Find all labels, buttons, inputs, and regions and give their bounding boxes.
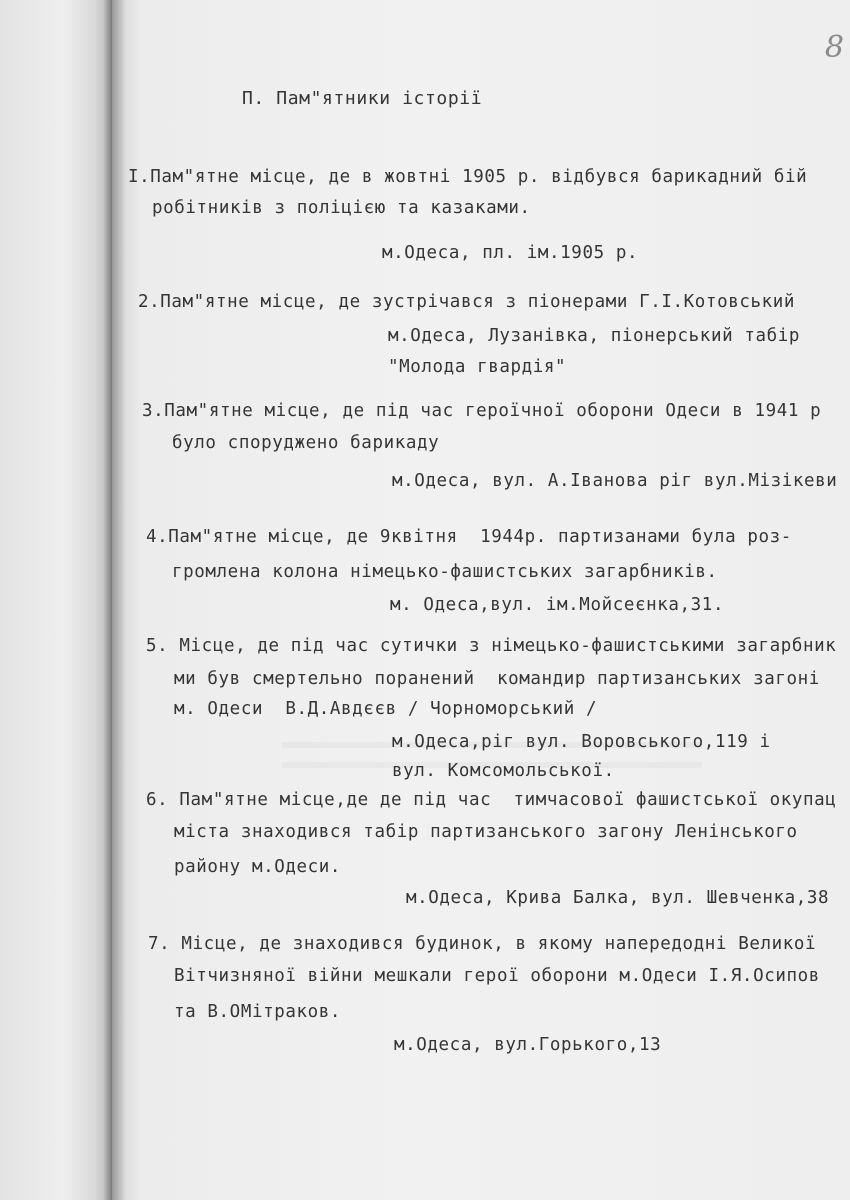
entry-7-line-2: Вітчизняної війни мешкали герої оборони м.Одеси І.Я.Осипов bbox=[174, 966, 820, 986]
entry-7-address: м.Одеса, вул.Горького,13 bbox=[394, 1035, 662, 1055]
entry-5-address-2: вул. Комсомольської. bbox=[392, 761, 615, 781]
entry-5-line-1: 5. Місце, де під час сутички з німецько-фашистськими загарбник bbox=[146, 636, 837, 656]
entry-4-line-1: 4.Пам"ятне місце, де 9квітня 1944р. партизанами була роз- bbox=[146, 527, 792, 547]
entry-1-line-2: робітників з поліцією та казаками. bbox=[152, 198, 531, 218]
entry-2-line-1: 2.Пам"ятне місце, де зустрічався з піонерами Г.І.Котовський bbox=[138, 292, 796, 312]
entry-6-address: м.Одеса, Крива Балка, вул. Шевченка,38 bbox=[406, 888, 830, 908]
entry-7-line-3: та В.ОМітраков. bbox=[174, 1002, 342, 1022]
entry-1-address: м.Одеса, пл. ім.1905 р. bbox=[382, 243, 639, 263]
entry-4-line-2: громлена колона німецько-фашистських загарбників. bbox=[172, 562, 718, 582]
entry-5-line-2: ми був смертельно поранений командир партизанських загоні bbox=[174, 669, 820, 689]
entry-3-address: м.Одеса, вул. А.Іванова ріг вул.Мізікеви bbox=[392, 471, 838, 491]
section-heading: П. Пам"ятники історії bbox=[242, 88, 483, 109]
entry-2-address-2: "Молода гвардія" bbox=[388, 357, 567, 377]
entry-2-address-1: м.Одеса, Лузанівка, піонерський табір bbox=[388, 326, 801, 346]
entry-3-line-1: 3.Пам"ятне місце, де під час героїчної оборони Одеси в 1941 р bbox=[142, 401, 822, 421]
entry-6-line-3: району м.Одеси. bbox=[174, 857, 342, 877]
page-fold-shadow bbox=[112, 0, 126, 1200]
entry-4-address: м. Одеса,вул. ім.Мойсеєнка,31. bbox=[390, 595, 725, 615]
document-page bbox=[112, 0, 850, 1200]
entry-3-line-2: було споруджено барикаду bbox=[172, 433, 440, 453]
entry-6-line-2: міста знаходився табір партизанського загону Ленінського bbox=[174, 822, 798, 842]
handwritten-page-number: 8 bbox=[824, 30, 842, 65]
entry-5-line-3: м. Одеси В.Д.Авдєєв / Чорноморський / bbox=[174, 699, 598, 719]
underlying-page bbox=[0, 0, 118, 1200]
entry-6-line-1: 6. Пам"ятне місце,де де під час тимчасової фашистської окупац bbox=[146, 790, 837, 810]
entry-7-line-1: 7. Місце, де знаходився будинок, в якому напередодні Великої bbox=[148, 934, 817, 954]
entry-5-address-1: м.Одеса,ріг вул. Воровського,119 і bbox=[392, 732, 771, 752]
entry-1-line-1: І.Пам"ятне місце, де в жовтні 1905 р. відбувся барикадний бій bbox=[128, 167, 808, 187]
